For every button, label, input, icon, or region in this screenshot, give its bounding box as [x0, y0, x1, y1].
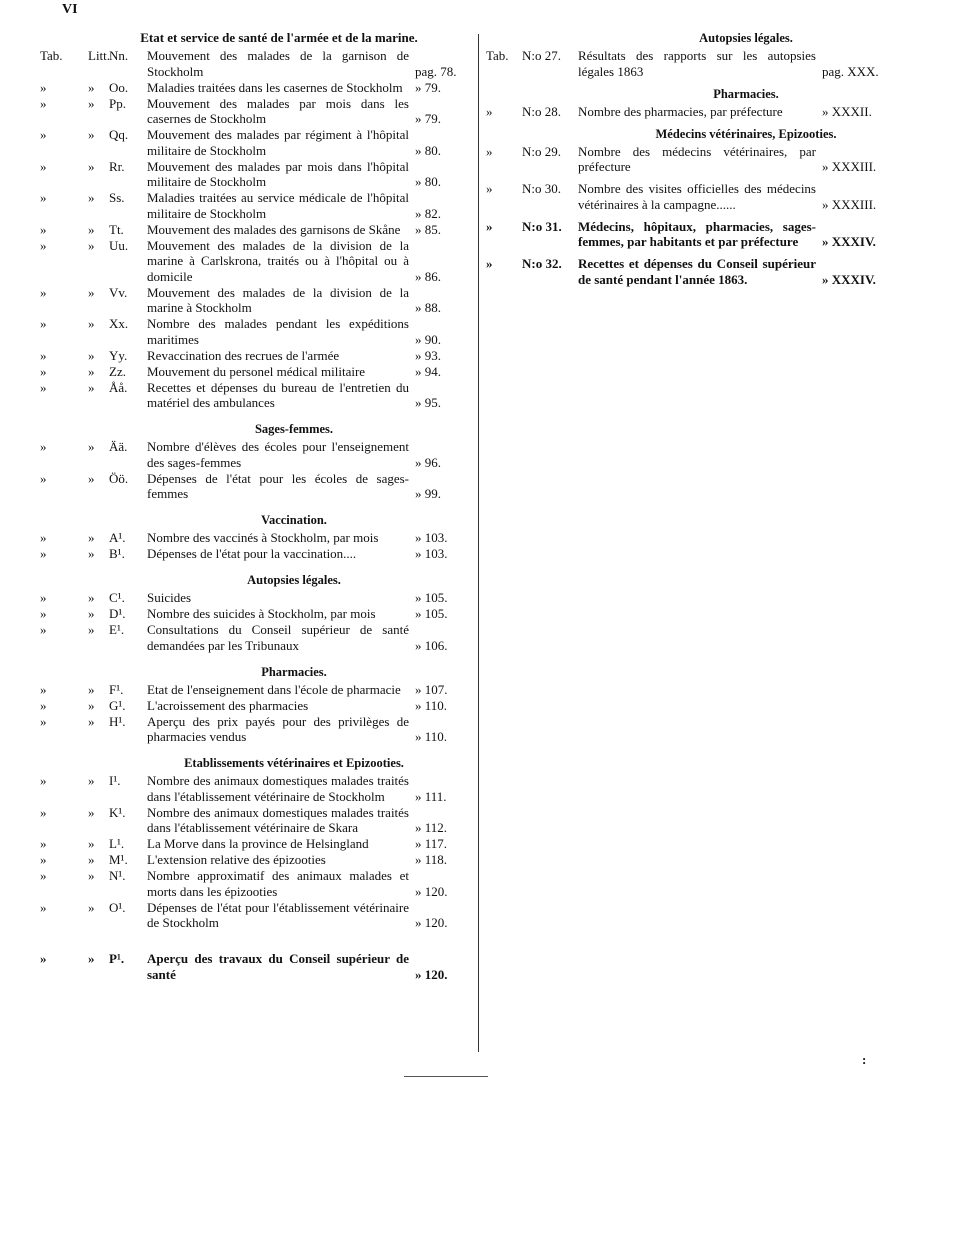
tab-mark: » [40, 530, 47, 545]
entry-page: » 106. [415, 637, 448, 653]
section-heading: Etablissements vétérinaires et Epizooties. [184, 756, 404, 770]
litt-mark: » [88, 606, 95, 621]
table-entry [40, 546, 478, 562]
spacer [40, 411, 478, 421]
tab-mark: » [486, 143, 493, 159]
table-entry [40, 714, 478, 745]
entry-text: Nombre des malades pendant les expéditions maritimes [147, 316, 409, 347]
footer-rule [404, 1076, 488, 1077]
litt-mark: » [88, 590, 95, 605]
section-heading: Médecins vétérinaires, Epizooties. [655, 126, 837, 141]
litt-mark: » [88, 439, 95, 454]
entry-letter: K¹. [109, 804, 126, 820]
tab-mark: » [486, 181, 493, 196]
stray-mark: : [862, 1052, 867, 1067]
table-entry [40, 471, 478, 502]
entry-text: Maladies traitées au service médicale de l'hôpital militaire de Stockholm [147, 190, 409, 221]
entry-page: » 110. [415, 697, 448, 713]
entry-text: La Morve dans la province de Helsingland [147, 836, 369, 851]
entry-page: » 96. [415, 454, 441, 470]
litt-mark: » [88, 804, 95, 820]
table-entry [40, 238, 478, 285]
entry-letter: Pp. [109, 95, 126, 111]
entry-letter: H¹. [109, 713, 126, 729]
entry-page: pag. 78. [415, 63, 457, 79]
entry-letter: B¹. [109, 546, 125, 561]
tab-mark: » [40, 546, 47, 561]
table-entry [486, 219, 906, 250]
table-entry [486, 48, 906, 79]
section-heading: Vaccination. [261, 513, 327, 527]
tab-mark: » [40, 221, 47, 237]
entry-page: » 118. [415, 852, 448, 867]
entry-page: » 107. [415, 681, 448, 697]
litt-mark: » [88, 316, 95, 331]
tab-mark: » [40, 127, 47, 142]
entry-letter: O¹. [109, 899, 126, 915]
entry-letter: C¹. [109, 590, 125, 605]
entry-page: » XXXIV. [822, 234, 876, 249]
entry-text: Mouvement du personel médical militaire [147, 363, 366, 379]
entry-letter: Åå. [109, 379, 128, 395]
entry-text: Nombre des animaux domestiques malades traités dans l'établissement vétérinaire de Stockholm [147, 773, 409, 804]
tab-mark: » [40, 836, 47, 851]
litt-mark: » [88, 836, 95, 851]
entry-text: Dépenses de l'état pour la vaccination.... [147, 546, 357, 561]
entry-page: » 110. [415, 729, 448, 744]
litt-mark: » [88, 868, 95, 883]
table-entry [40, 127, 478, 158]
entry-page: » 112. [415, 820, 448, 835]
section-heading: Pharmacies. [713, 86, 779, 101]
table-entry [40, 606, 478, 622]
tab-mark: » [40, 379, 47, 395]
table-entry [486, 256, 906, 287]
entry-text: Nombre des suicides à Stockholm, par mois [147, 606, 376, 621]
tab-mark: » [486, 218, 493, 234]
entry-text: Suicides [147, 590, 192, 605]
entry-letter: Qq. [109, 127, 129, 142]
spacer [40, 745, 478, 755]
entry-letter: M¹. [109, 852, 128, 867]
spacer [40, 562, 478, 572]
tab-mark: » [40, 773, 47, 788]
table-entry [40, 868, 478, 899]
tab-mark: » [40, 899, 47, 915]
tab-mark: » [40, 316, 47, 331]
entry-letter: Vv. [109, 284, 128, 300]
entry-text: Aperçu des prix payés pour des privilèges de pharmacies vendus [147, 713, 409, 744]
entry-text: Nombre approximatif des animaux malades et morts dans les épizooties [147, 868, 409, 899]
entry-text: Nombre des médecins vétérinaires, par préfecture [578, 143, 816, 174]
nn-label: Nn. [109, 48, 129, 63]
entry-text: Nombre des animaux domestiques malades traités dans l'établissement vétérinaire de Skara [147, 804, 409, 835]
entry-text: Etat de l'enseignement dans l'école de pharmacie [147, 681, 401, 697]
table-entry [40, 622, 478, 653]
litt-mark: » [88, 363, 95, 379]
entry-text: Mouvement des malades des garnisons de Skåne [147, 221, 401, 237]
table-entry [40, 773, 478, 804]
entry-page: » 79. [415, 79, 441, 95]
entry-text: Mouvement des malades par régiment à l'hôpital militaire de Stockholm [147, 127, 409, 158]
litt-mark: » [88, 221, 95, 237]
entry-letter: Tt. [109, 221, 124, 237]
litt-mark: » [88, 681, 95, 697]
tab-mark: » [40, 347, 47, 363]
table-entry [40, 222, 478, 238]
litt-mark: » [88, 899, 95, 915]
tab-mark: » [40, 852, 47, 867]
entry-text: Mouvement des malades par mois dans les casernes de Stockholm [147, 95, 409, 126]
litt-mark: » [88, 852, 95, 867]
entry-number: N:o 29. [522, 143, 561, 159]
spacer [40, 941, 478, 951]
entry-letter: E¹. [109, 622, 125, 637]
litt-mark: » [88, 79, 95, 95]
entry-page: » 111. [415, 788, 447, 804]
entry-page: » 85. [415, 221, 441, 237]
table-entry [40, 439, 478, 470]
tab-mark: » [40, 439, 47, 454]
table-entry [40, 805, 478, 836]
tab-mark: Tab. [486, 48, 509, 63]
left-column [40, 30, 478, 983]
table-entry [40, 836, 478, 852]
table-entry [486, 104, 906, 120]
entry-page: » 88. [415, 300, 441, 315]
table-entry [40, 852, 478, 868]
table-entry [40, 380, 478, 411]
table-entry [40, 951, 478, 982]
entry-page: » 120. [415, 915, 448, 930]
tab-mark: » [40, 158, 47, 174]
entry-text: Recettes et dépenses du Conseil supérieur de santé pendant l'année 1863. [578, 256, 816, 287]
entry-page: » 105. [415, 590, 448, 605]
tab-mark: » [40, 804, 47, 820]
section-heading: Autopsies légales. [699, 31, 793, 45]
entry-page: » 99. [415, 486, 441, 501]
entry-letter: L¹. [109, 836, 125, 851]
entry-page: » 90. [415, 331, 441, 347]
table-entry [40, 80, 478, 96]
tab-mark: » [486, 256, 493, 271]
entry-page: » 95. [415, 395, 441, 410]
entry-page: » 93. [415, 347, 441, 363]
tab-mark: » [40, 95, 47, 111]
entry-text: Médecins, hôpitaux, pharmacies, sages-femmes, par habitants et par préfecture [578, 218, 816, 249]
entry-page: » 94. [415, 363, 441, 379]
entry-text: Aperçu des travaux du Conseil supérieur de santé [147, 951, 409, 982]
entry-letter: P¹. [109, 951, 125, 966]
column-header-row [40, 48, 478, 79]
entry-text: Mouvement des malades par mois dans l'hôpital militaire de Stockholm [147, 158, 409, 189]
litt-mark: » [88, 713, 95, 729]
section-heading: Pharmacies. [261, 664, 327, 679]
litt-mark: » [88, 237, 95, 253]
litt-mark: » [88, 470, 95, 486]
entry-text: Dépenses de l'état pour les écoles de sages-femmes [147, 470, 409, 501]
litt-mark: » [88, 622, 95, 637]
entry-letter: Zz. [109, 363, 126, 379]
litt-mark: » [88, 951, 95, 966]
entry-page: » 117. [415, 836, 448, 851]
entry-text: Mouvement des malades de la division de la marine à Carlskrona, traités ou à l'hôpital ou à domicile [147, 237, 409, 284]
entry-page: » 103. [415, 530, 448, 545]
tab-mark: » [40, 697, 47, 713]
entry-page: pag. XXX. [822, 63, 879, 79]
entry-page: » 80. [415, 174, 441, 189]
litt-mark: » [88, 284, 95, 300]
tab-mark: » [40, 713, 47, 729]
entry-text: Consultations du Conseil supérieur de santé demandées par les Tribunaux [147, 622, 409, 653]
litt-mark: » [88, 347, 95, 363]
litt-mark: » [88, 127, 95, 142]
table-entry [40, 348, 478, 364]
entry-letter: Yy. [109, 347, 128, 363]
right-column [486, 30, 906, 288]
entry-page: » XXXIII. [822, 159, 877, 174]
entry-page: » XXXII. [822, 103, 872, 119]
entry-page: » 120. [415, 883, 448, 899]
entry-text: Mouvement des malades de la division de la marine à Stockholm [147, 284, 409, 315]
tab-mark: » [40, 951, 47, 966]
entry-number: N:o 32. [522, 256, 562, 271]
tab-mark: » [40, 868, 47, 883]
table-entry [40, 900, 478, 931]
entry-letter: Rr. [109, 158, 125, 174]
tab-mark: » [40, 237, 47, 253]
entry-letter: N¹. [109, 868, 126, 883]
entry-text: Résultats des rapports sur les autopsies légales 1863 [578, 48, 816, 79]
entry-page: » XXXIII. [822, 196, 877, 212]
entry-letter: F¹. [109, 681, 124, 697]
column-divider [478, 34, 479, 1052]
entry-text: L'acroissement des pharmacies [147, 697, 309, 713]
tab-mark: » [40, 79, 47, 95]
table-entry [486, 144, 906, 175]
table-entry [40, 159, 478, 190]
table-entry [40, 698, 478, 714]
tab-mark: » [40, 363, 47, 379]
litt-mark: » [88, 379, 95, 395]
litt-mark: » [88, 158, 95, 174]
entry-page: » 79. [415, 111, 441, 126]
entry-letter: Ää. [109, 439, 128, 454]
spacer [40, 502, 478, 512]
entry-page: » 120. [415, 966, 448, 982]
tab-mark: » [40, 284, 47, 300]
entry-text: Nombre d'élèves des écoles pour l'enseignement des sages-femmes [147, 439, 409, 470]
table-entry [40, 590, 478, 606]
entry-number: N:o 30. [522, 181, 561, 196]
tab-mark: » [40, 190, 47, 205]
entry-text: Maladies traitées dans les casernes de Stockholm [147, 79, 403, 95]
entry-number: N:o 28. [522, 103, 561, 119]
entry-text: Revaccination des recrues de l'armée [147, 347, 340, 363]
litt-mark: » [88, 95, 95, 111]
entry-page: » 105. [415, 606, 448, 621]
table-entry [40, 96, 478, 127]
tab-mark: » [40, 681, 47, 697]
entry-page: » 103. [415, 546, 448, 561]
litt-mark: » [88, 697, 95, 713]
litt-mark: » [88, 546, 95, 561]
section-heading: Sages-femmes. [254, 422, 334, 436]
entry-text: L'extension relative des épizooties [147, 852, 326, 867]
entry-letter: Oo. [109, 79, 129, 95]
tab-mark: » [40, 470, 47, 486]
entry-page: » 80. [415, 142, 441, 158]
entry-text: Dépenses de l'état pour l'établissement vétérinaire de Stockholm [147, 899, 409, 930]
entry-number: N:o 31. [522, 218, 562, 234]
entry-letter: Ss. [109, 190, 125, 205]
entry-letter: I¹. [109, 773, 121, 788]
entry-text: Mouvement des malades de la garnison de Stockholm [147, 48, 409, 79]
entry-page: » 82. [415, 205, 441, 221]
spacer [40, 931, 478, 941]
entry-text: Recettes et dépenses du bureau de l'entretien du matériel des ambulances [147, 379, 409, 410]
entry-number: N:o 27. [522, 48, 561, 63]
table-entry [40, 364, 478, 380]
entry-letter: Öö. [109, 470, 129, 486]
page-number: VI [62, 2, 78, 17]
section-heading: Etat et service de santé de l'armée et de la marine. [140, 30, 418, 45]
spacer [40, 654, 478, 664]
tab-mark: » [40, 622, 47, 637]
entry-letter: D¹. [109, 606, 126, 621]
table-entry [40, 682, 478, 698]
tab-mark: » [40, 590, 47, 605]
entry-page: » XXXIV. [822, 271, 876, 287]
entry-letter: Xx. [109, 316, 129, 331]
section-heading: Autopsies légales. [247, 573, 341, 587]
tab-label: Tab. [40, 48, 63, 63]
entry-letter: Uu. [109, 237, 129, 253]
table-entry [486, 181, 906, 212]
entry-text: Nombre des vaccinés à Stockholm, par mois [147, 530, 379, 545]
entry-letter: G¹. [109, 697, 126, 713]
entry-page: » 86. [415, 268, 441, 284]
entry-text: Nombre des visites officielles des médecins vétérinaires à la campagne...... [578, 181, 816, 212]
table-entry [40, 285, 478, 316]
litt-mark: » [88, 773, 95, 788]
tab-mark: » [486, 103, 493, 119]
table-entry [40, 190, 478, 221]
litt-mark: » [88, 530, 95, 545]
entry-letter: A¹. [109, 530, 126, 545]
table-entry [40, 530, 478, 546]
entry-text: Nombre des pharmacies, par préfecture [578, 103, 783, 119]
litt-mark: » [88, 190, 95, 205]
litt-label: Litt. [88, 48, 111, 63]
table-entry [40, 316, 478, 347]
tab-mark: » [40, 606, 47, 621]
